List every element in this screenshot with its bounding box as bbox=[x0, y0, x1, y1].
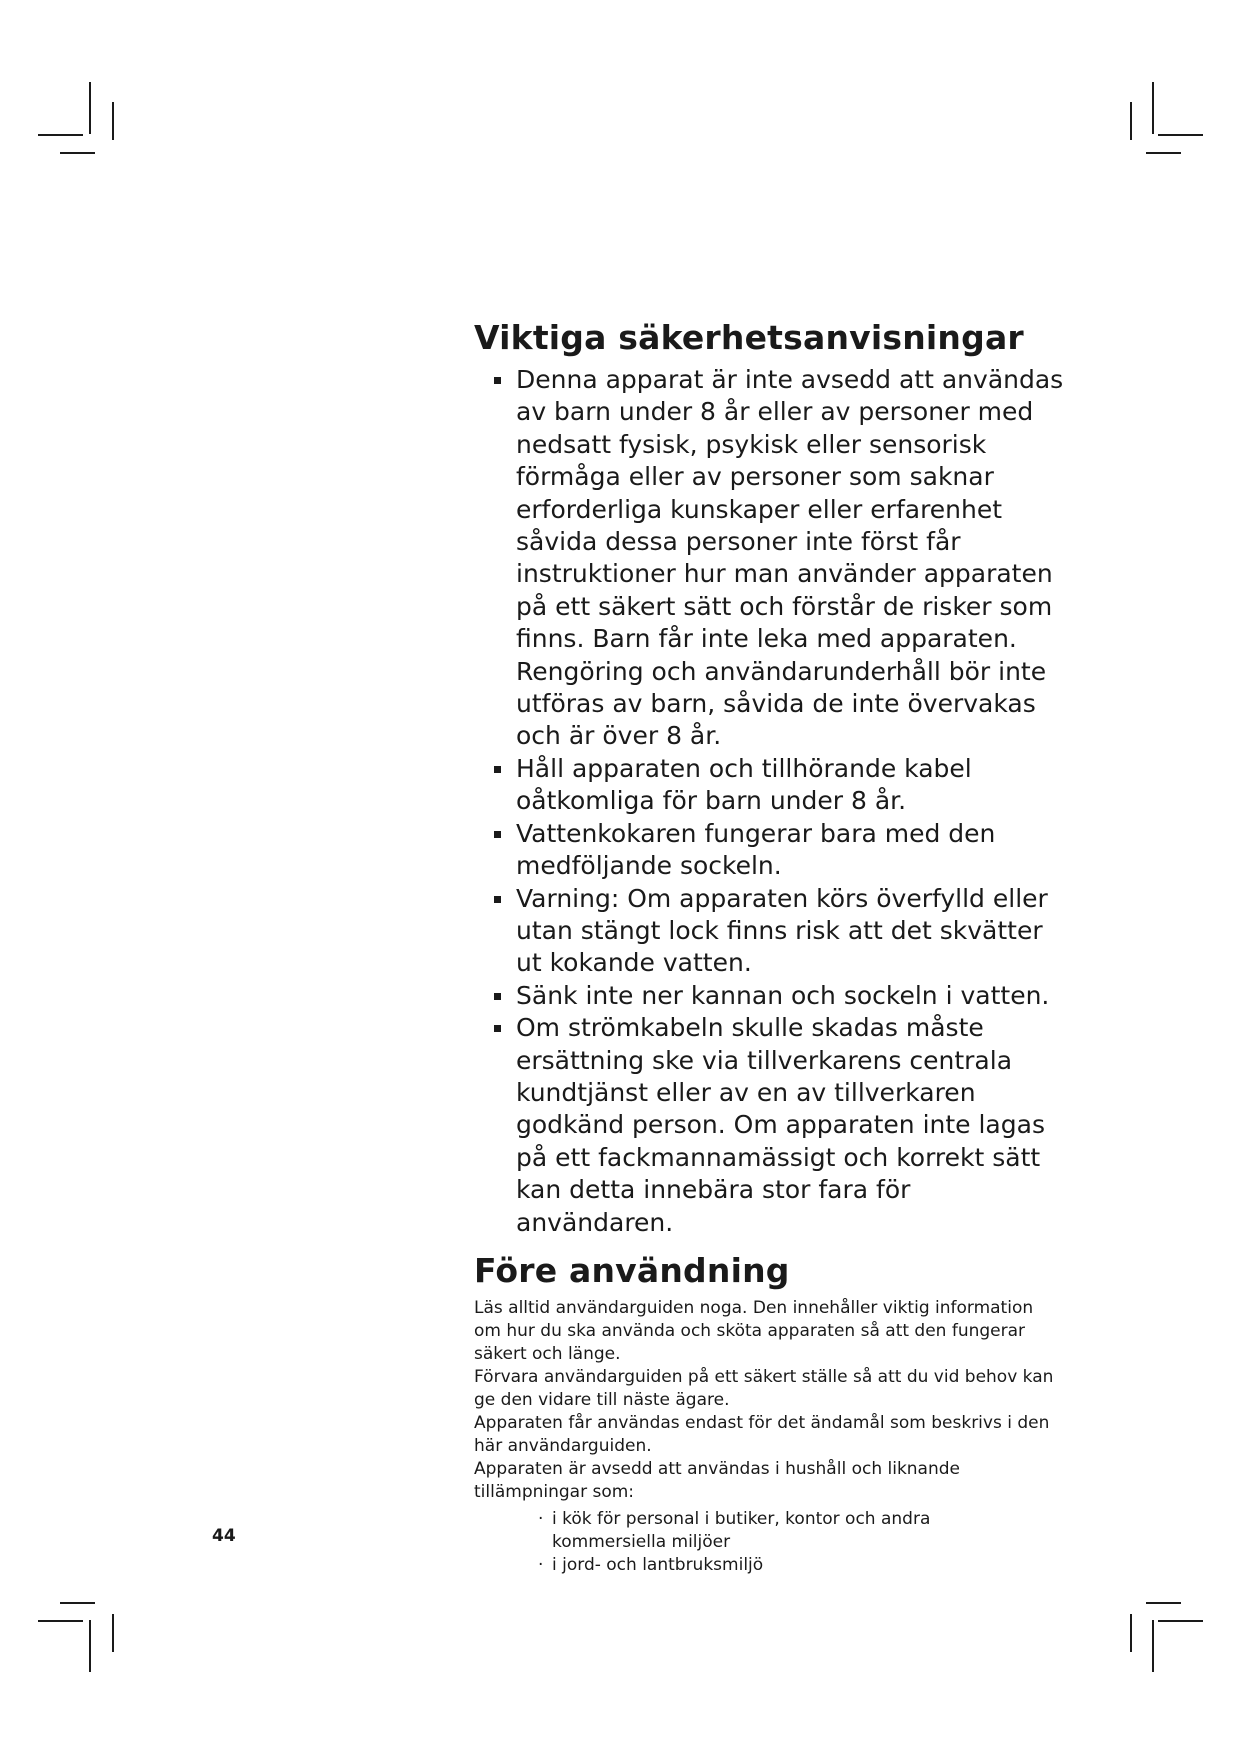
crop-mark-top-right-h bbox=[1158, 134, 1203, 136]
page-number: 44 bbox=[212, 1526, 236, 1546]
before-use-section bbox=[474, 1251, 1074, 1577]
safety-section bbox=[474, 318, 1074, 1239]
before-use-heading: Före användning bbox=[474, 1250, 790, 1290]
crop-mark-top-right-v2 bbox=[1130, 102, 1132, 140]
usage-list-item: · i jord- och lantbruksmiljö bbox=[536, 1554, 1032, 1577]
before-use-paragraph: Apparaten får användas endast för det ändamål som beskrivs i den här användarguiden. bbox=[474, 1412, 1050, 1456]
crop-mark-bottom-left-v2 bbox=[112, 1614, 114, 1652]
safety-item: Sänk inte ner kannan och sockeln i vatten. bbox=[494, 980, 1074, 1012]
crop-mark-bottom-right-h bbox=[1146, 1602, 1181, 1604]
crop-mark-bottom-left-h2 bbox=[38, 1620, 83, 1622]
safety-item: Vattenkokaren fungerar bara med den medföljande sockeln. bbox=[494, 818, 1074, 883]
crop-mark-top-left-v bbox=[89, 82, 91, 134]
safety-item: Håll apparaten och tillhörande kabel oåtkomliga för barn under 8 år. bbox=[494, 753, 1074, 818]
crop-mark-bottom-right-h2 bbox=[1158, 1620, 1203, 1622]
safety-item: Denna apparat är inte avsedd att användas av barn under 8 år eller av personer med nedsatt fysisk, psykisk eller sensorisk förmåga eller av personer som saknar erforderliga kunskaper eller erfarenhet såvida dessa personer inte först får instruktioner hur man använder apparaten på ett säkert sätt och förstår de risker som finns. Barn får inte leka med apparaten. Rengöring och användarunderhåll bör inte utföras av barn, såvida de inte övervakas och är över 8 år. bbox=[494, 364, 1074, 753]
crop-mark-top-left-h2 bbox=[60, 152, 95, 154]
safety-list bbox=[474, 364, 1074, 1239]
safety-heading: Viktiga säkerhetsanvisningar bbox=[474, 318, 1024, 357]
crop-mark-bottom-right-v2 bbox=[1130, 1614, 1132, 1652]
usage-list bbox=[474, 1508, 1074, 1577]
crop-mark-top-left-h bbox=[38, 134, 83, 136]
before-use-paragraph: Läs alltid användarguiden noga. Den innehåller viktig information om hur du ska använda och sköta apparaten så att den fungerar säkert och länge. bbox=[474, 1297, 1034, 1364]
safety-item: Varning: Om apparaten körs överfylld eller utan stängt lock finns risk att det skvätter ut kokande vatten. bbox=[494, 883, 1074, 980]
page-content bbox=[474, 318, 1074, 1577]
crop-mark-bottom-left-v bbox=[89, 1620, 91, 1672]
safety-item: Om strömkabeln skulle skadas måste ersättning ske via tillverkarens centrala kundtjänst eller av en av tillverkaren godkänd person. Om apparaten inte lagas på ett fackmannamässigt och korrekt sätt kan detta innebära stor fara för användaren. bbox=[494, 1012, 1074, 1239]
crop-mark-bottom-left-h bbox=[60, 1602, 95, 1604]
crop-mark-bottom-right-v bbox=[1152, 1620, 1154, 1672]
crop-mark-top-right-v bbox=[1152, 82, 1154, 134]
before-use-paragraph: Förvara användarguiden på ett säkert ställe så att du vid behov kan ge den vidare till näste ägare. bbox=[474, 1366, 1054, 1410]
crop-mark-top-left-v2 bbox=[112, 102, 114, 140]
before-use-paragraph: Apparaten är avsedd att användas i hushåll och liknande tillämpningar som: bbox=[474, 1458, 961, 1502]
crop-mark-top-right-h2 bbox=[1146, 152, 1181, 154]
usage-list-item: · i kök för personal i butiker, kontor och andra kommersiella miljöer bbox=[536, 1508, 1032, 1554]
